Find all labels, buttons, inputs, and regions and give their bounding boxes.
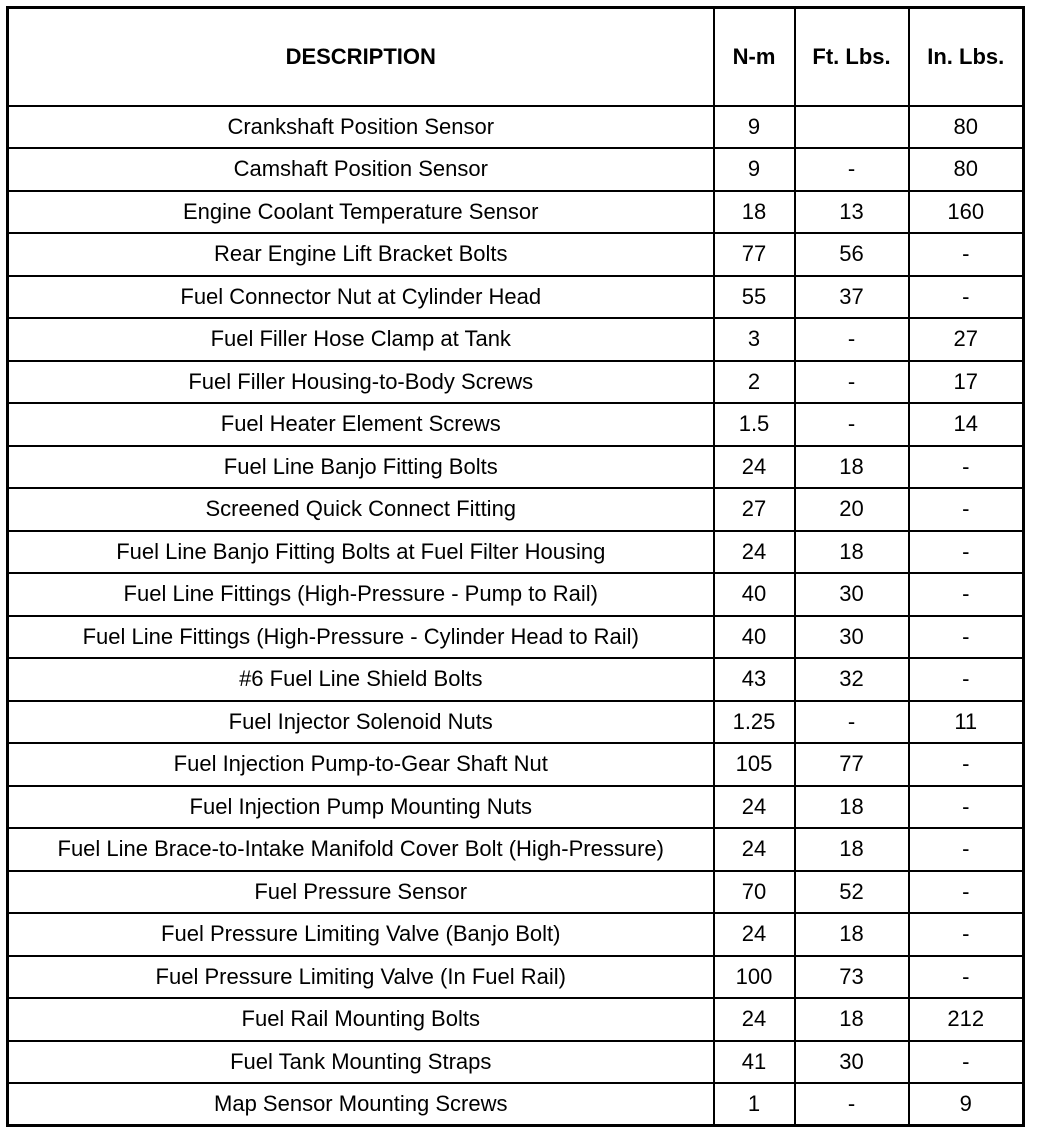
cell-in-lbs: - — [909, 828, 1024, 871]
cell-ft-lbs: - — [795, 361, 909, 404]
cell-ft-lbs: 18 — [795, 828, 909, 871]
cell-description: Crankshaft Position Sensor — [8, 106, 714, 149]
cell-description: Fuel Injection Pump-to-Gear Shaft Nut — [8, 743, 714, 786]
cell-nm: 24 — [714, 913, 795, 956]
cell-description: Fuel Pressure Limiting Valve (Banjo Bolt) — [8, 913, 714, 956]
cell-description: Fuel Tank Mounting Straps — [8, 1041, 714, 1084]
table-row — [8, 318, 1024, 361]
cell-in-lbs: - — [909, 786, 1024, 829]
cell-in-lbs: - — [909, 573, 1024, 616]
header-ft-lbs: Ft. Lbs. — [795, 8, 909, 106]
table-row — [8, 998, 1024, 1041]
cell-ft-lbs: - — [795, 701, 909, 744]
cell-in-lbs: 212 — [909, 998, 1024, 1041]
cell-in-lbs: 11 — [909, 701, 1024, 744]
cell-nm: 24 — [714, 828, 795, 871]
cell-description: Fuel Injector Solenoid Nuts — [8, 701, 714, 744]
table-row — [8, 191, 1024, 234]
cell-description: Fuel Line Fittings (High-Pressure - Cylinder Head to Rail) — [8, 616, 714, 659]
cell-ft-lbs: 13 — [795, 191, 909, 234]
cell-description: Fuel Rail Mounting Bolts — [8, 998, 714, 1041]
cell-ft-lbs: - — [795, 403, 909, 446]
cell-ft-lbs — [795, 106, 909, 149]
cell-ft-lbs: 18 — [795, 913, 909, 956]
cell-nm: 24 — [714, 998, 795, 1041]
cell-in-lbs: - — [909, 446, 1024, 489]
cell-ft-lbs: 32 — [795, 658, 909, 701]
table-row — [8, 1041, 1024, 1084]
cell-in-lbs: - — [909, 658, 1024, 701]
cell-ft-lbs: - — [795, 1083, 909, 1126]
cell-ft-lbs: 52 — [795, 871, 909, 914]
cell-in-lbs: - — [909, 913, 1024, 956]
cell-in-lbs: - — [909, 871, 1024, 914]
cell-in-lbs: - — [909, 488, 1024, 531]
cell-ft-lbs: 18 — [795, 531, 909, 574]
cell-nm: 43 — [714, 658, 795, 701]
cell-nm: 24 — [714, 786, 795, 829]
cell-ft-lbs: 20 — [795, 488, 909, 531]
table-row — [8, 531, 1024, 574]
header-description: DESCRIPTION — [8, 8, 714, 106]
table-row — [8, 956, 1024, 999]
cell-description: Fuel Connector Nut at Cylinder Head — [8, 276, 714, 319]
cell-description: Fuel Line Banjo Fitting Bolts — [8, 446, 714, 489]
table-row — [8, 616, 1024, 659]
cell-ft-lbs: 30 — [795, 616, 909, 659]
cell-description: Engine Coolant Temperature Sensor — [8, 191, 714, 234]
cell-ft-lbs: 30 — [795, 1041, 909, 1084]
cell-description: Fuel Injection Pump Mounting Nuts — [8, 786, 714, 829]
cell-description: Camshaft Position Sensor — [8, 148, 714, 191]
cell-nm: 24 — [714, 446, 795, 489]
table-row — [8, 701, 1024, 744]
cell-in-lbs: - — [909, 956, 1024, 999]
cell-nm: 105 — [714, 743, 795, 786]
table-row — [8, 573, 1024, 616]
header-in-lbs: In. Lbs. — [909, 8, 1024, 106]
cell-in-lbs: 160 — [909, 191, 1024, 234]
cell-description: Screened Quick Connect Fitting — [8, 488, 714, 531]
cell-description: Map Sensor Mounting Screws — [8, 1083, 714, 1126]
table-row — [8, 828, 1024, 871]
cell-nm: 1.5 — [714, 403, 795, 446]
table-row — [8, 871, 1024, 914]
table-row — [8, 1083, 1024, 1126]
cell-nm: 1.25 — [714, 701, 795, 744]
table-body — [8, 106, 1024, 1126]
cell-nm: 9 — [714, 148, 795, 191]
cell-description: Rear Engine Lift Bracket Bolts — [8, 233, 714, 276]
cell-description: Fuel Pressure Sensor — [8, 871, 714, 914]
table-row — [8, 488, 1024, 531]
cell-nm: 77 — [714, 233, 795, 276]
cell-in-lbs: - — [909, 1041, 1024, 1084]
cell-ft-lbs: 30 — [795, 573, 909, 616]
table-row — [8, 276, 1024, 319]
cell-ft-lbs: 18 — [795, 446, 909, 489]
cell-nm: 55 — [714, 276, 795, 319]
header-nm: N-m — [714, 8, 795, 106]
cell-ft-lbs: - — [795, 148, 909, 191]
table-row — [8, 233, 1024, 276]
table-row — [8, 446, 1024, 489]
cell-nm: 18 — [714, 191, 795, 234]
cell-description: Fuel Line Banjo Fitting Bolts at Fuel Filter Housing — [8, 531, 714, 574]
table-row — [8, 786, 1024, 829]
cell-in-lbs: 80 — [909, 106, 1024, 149]
header-row — [8, 8, 1024, 106]
cell-nm: 40 — [714, 573, 795, 616]
cell-in-lbs: 17 — [909, 361, 1024, 404]
cell-ft-lbs: 37 — [795, 276, 909, 319]
cell-in-lbs: - — [909, 743, 1024, 786]
cell-in-lbs: 9 — [909, 1083, 1024, 1126]
table-row — [8, 658, 1024, 701]
cell-in-lbs: - — [909, 233, 1024, 276]
cell-in-lbs: - — [909, 616, 1024, 659]
cell-in-lbs: 80 — [909, 148, 1024, 191]
cell-nm: 100 — [714, 956, 795, 999]
cell-nm: 2 — [714, 361, 795, 404]
cell-nm: 27 — [714, 488, 795, 531]
table-row — [8, 913, 1024, 956]
table-row — [8, 743, 1024, 786]
table-row — [8, 106, 1024, 149]
cell-ft-lbs: 18 — [795, 998, 909, 1041]
cell-nm: 9 — [714, 106, 795, 149]
cell-in-lbs: 14 — [909, 403, 1024, 446]
cell-ft-lbs: 18 — [795, 786, 909, 829]
cell-in-lbs: - — [909, 276, 1024, 319]
cell-nm: 70 — [714, 871, 795, 914]
cell-description: Fuel Pressure Limiting Valve (In Fuel Rail) — [8, 956, 714, 999]
cell-ft-lbs: 77 — [795, 743, 909, 786]
torque-spec-table — [6, 6, 1025, 1127]
cell-in-lbs: 27 — [909, 318, 1024, 361]
table-row — [8, 148, 1024, 191]
cell-in-lbs: - — [909, 531, 1024, 574]
cell-nm: 1 — [714, 1083, 795, 1126]
cell-description: Fuel Heater Element Screws — [8, 403, 714, 446]
cell-nm: 3 — [714, 318, 795, 361]
cell-nm: 41 — [714, 1041, 795, 1084]
table-row — [8, 361, 1024, 404]
cell-description: #6 Fuel Line Shield Bolts — [8, 658, 714, 701]
cell-ft-lbs: 56 — [795, 233, 909, 276]
cell-nm: 40 — [714, 616, 795, 659]
cell-description: Fuel Filler Housing-to-Body Screws — [8, 361, 714, 404]
cell-ft-lbs: - — [795, 318, 909, 361]
cell-ft-lbs: 73 — [795, 956, 909, 999]
cell-description: Fuel Filler Hose Clamp at Tank — [8, 318, 714, 361]
cell-description: Fuel Line Brace-to-Intake Manifold Cover Bolt (High-Pressure) — [8, 828, 714, 871]
table-row — [8, 403, 1024, 446]
cell-nm: 24 — [714, 531, 795, 574]
cell-description: Fuel Line Fittings (High-Pressure - Pump to Rail) — [8, 573, 714, 616]
